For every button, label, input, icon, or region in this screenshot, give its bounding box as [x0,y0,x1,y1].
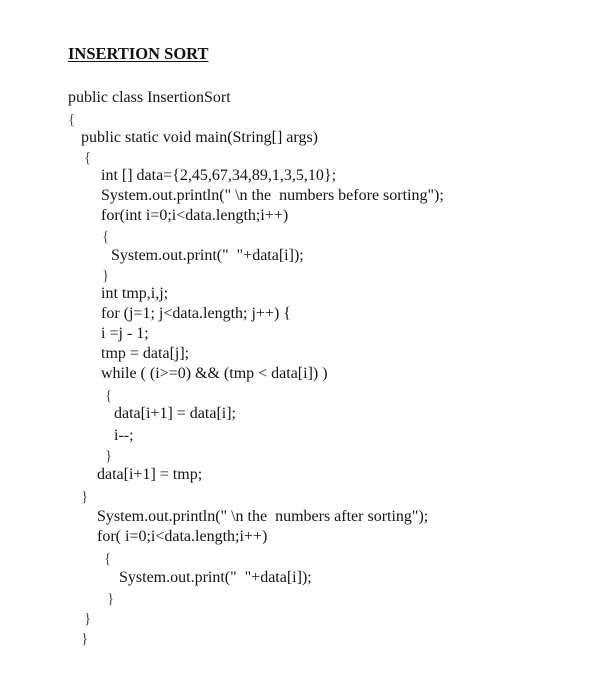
print-element-after: System.out.print(" "+data[i]); [119,569,312,586]
variables-declaration: int tmp,i,j; [101,285,169,302]
assign-tmp: tmp = data[j]; [101,345,190,362]
page-title: INSERTION SORT [68,44,209,63]
assign-i: i =j - 1; [101,325,149,342]
main-open-brace: { [84,150,92,166]
for-loop-print-after: for( i=0;i<data.length;i++) [97,528,268,545]
main-close-brace: } [84,611,92,627]
decrement-i: i--; [114,427,134,444]
shift-element: data[i+1] = data[i]; [114,405,236,422]
while-close-brace: } [105,448,113,464]
class-declaration: public class InsertionSort [68,89,231,106]
class-close-brace: } [81,631,89,647]
for-print-after-open-brace: { [104,551,112,567]
while-condition: while ( (i>=0) && (tmp < data[i]) ) [101,365,328,382]
for-sort-close-brace: } [81,489,89,505]
println-after-sorting: System.out.println(" \n the numbers after sorting"); [97,508,429,525]
main-method-declaration: public static void main(String[] args) [81,129,318,146]
for-loop-print-before: for(int i=0;i<data.length;i++) [101,207,289,224]
array-declaration: int [] data={2,45,67,34,89,1,3,5,10}; [101,167,337,184]
insert-tmp: data[i+1] = tmp; [97,466,203,483]
println-before-sorting: System.out.println(" \n the numbers before sorting"); [101,187,444,204]
for-print-before-open-brace: { [102,229,110,245]
print-element-before: System.out.print(" "+data[i]); [111,247,304,264]
for-loop-sort: for (j=1; j<data.length; j++) { [101,305,291,322]
for-print-before-close-brace: } [102,268,110,284]
for-print-after-close-brace: } [107,591,115,607]
class-open-brace: { [68,112,76,128]
while-open-brace: { [105,388,113,404]
